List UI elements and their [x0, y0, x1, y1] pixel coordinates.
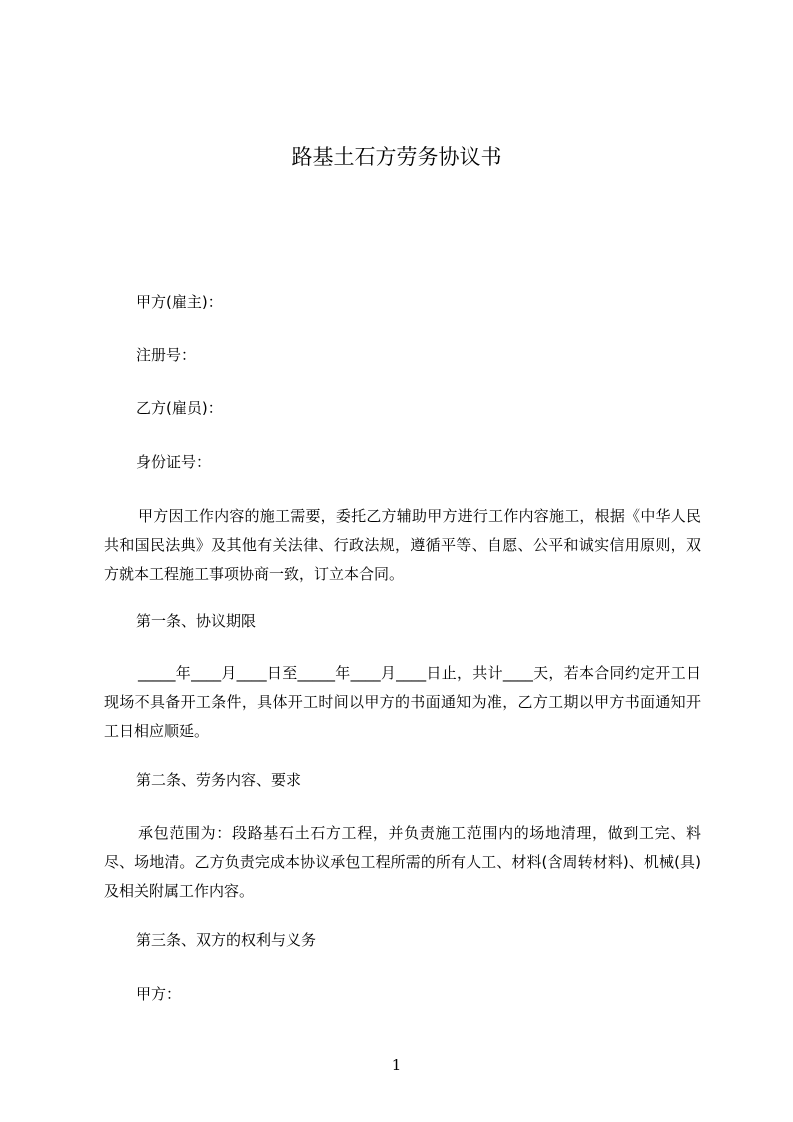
article-3-heading: 第三条、双方的权利与义务	[136, 931, 317, 949]
id-number-field: 身份证号：	[136, 453, 212, 471]
article-2-heading: 第二条、劳务内容、要求	[136, 771, 302, 789]
article-1-heading: 第一条、协议期限	[136, 612, 257, 630]
document-title: 路基土石方劳务协议书	[291, 145, 502, 169]
page-number: 1	[391, 1056, 402, 1074]
party-b-field: 乙方(雇员)：	[136, 399, 223, 417]
article-2-body: 承包范围为：段路基石土石方工程，并负责施工范围内的场地清理，做到工完、料尽、场地清。乙方负责完成本协议承包工程所需的所有人工、材料(含周转材料)、机械(具)及相关附属工作内容。	[104, 824, 701, 900]
party-a-subheading: 甲方：	[136, 985, 182, 1003]
intro-paragraph: 甲方因工作内容的施工需要，委托乙方辅助甲方进行工作内容施工，根据《中华人民共和国民法典》及其他有关法律、行政法规，遵循平等、自愿、公平和诚实信用原则，双方就本工程施工事项协商一致，订立本合同。	[104, 507, 701, 583]
registration-number-field: 注册号：	[136, 346, 197, 364]
article-1-body: _____年____月____日至_____年____月____日止，共计____天，若本合同约定开工日现场不具备开工条件，具体开工时间以甲方的书面通知为准，乙方工期以甲方书面通知开工日相应顺延。	[104, 664, 701, 740]
party-a-field: 甲方(雇主)：	[136, 293, 223, 311]
